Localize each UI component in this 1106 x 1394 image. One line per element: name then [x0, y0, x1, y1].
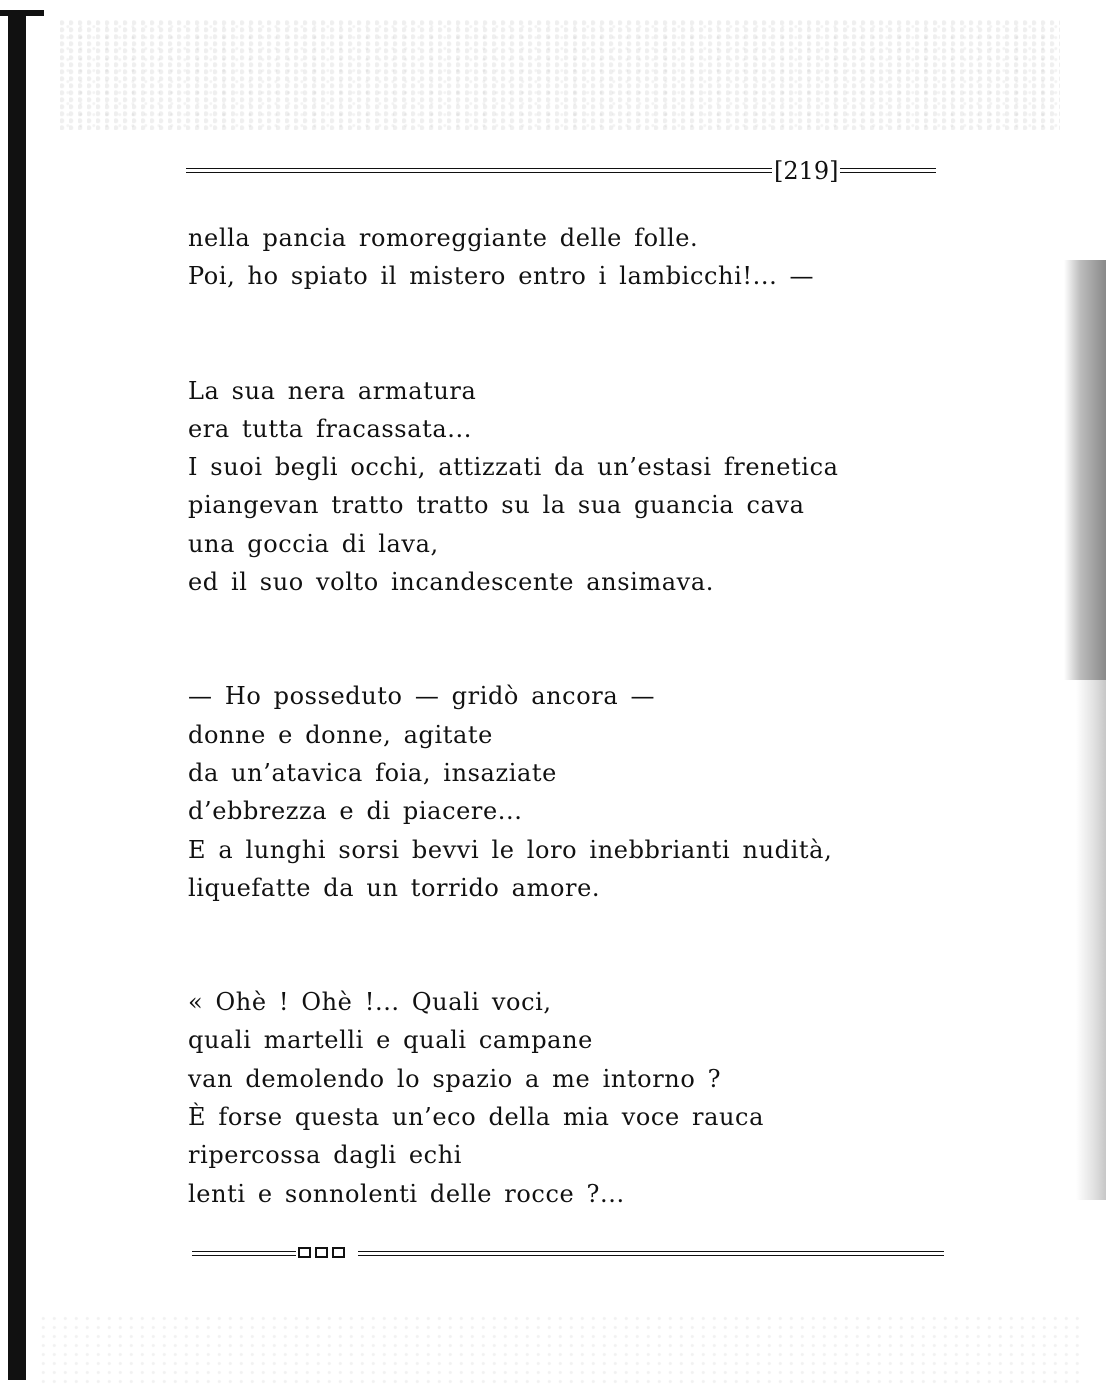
footer-rule-left — [192, 1251, 296, 1256]
paper-speckle-top — [60, 20, 1060, 130]
verse-line: E a lunghi sorsi bevvi le loro inebbrianti nudità, — [188, 835, 833, 864]
page-footer — [192, 1243, 944, 1267]
verse-line: era tutta fracassata... — [188, 414, 472, 443]
page-header — [186, 156, 936, 186]
footer-rule-right — [358, 1251, 944, 1256]
ornament-square-icon — [332, 1247, 345, 1258]
verse-line: da un’atavica foia, insaziate — [188, 758, 557, 787]
binding-edge — [8, 10, 26, 1380]
verse-line: lenti e sonnolenti delle rocce ?... — [188, 1179, 625, 1208]
stanza-1 — [188, 219, 888, 296]
poem-text — [188, 219, 888, 1213]
verse-line: piangevan tratto tratto su la sua guancia cava — [188, 491, 805, 520]
page-number: [219] — [774, 157, 839, 185]
verse-line: È forse questa un’eco della mia voce rauca — [188, 1103, 764, 1132]
verse-line: ed il suo volto incandescente ansimava. — [188, 568, 714, 597]
ornament-square-icon — [315, 1247, 328, 1258]
verse-line: donne e donne, agitate — [188, 720, 493, 749]
verse-line: liquefatte da un torrido amore. — [188, 873, 601, 902]
stanza-3 — [188, 677, 888, 907]
verse-line: d’ebbrezza e di piacere... — [188, 797, 523, 826]
stanza-break — [188, 296, 888, 372]
verse-line: nella pancia romoreggiante delle folle. — [188, 224, 699, 252]
stanza-4 — [188, 983, 888, 1213]
square-ornament — [298, 1247, 345, 1258]
verse-line: una goccia di lava, — [188, 529, 439, 558]
ornament-square-icon — [298, 1247, 311, 1258]
stanza-break — [188, 907, 888, 983]
verse-line: quali martelli e quali campane — [188, 1026, 593, 1055]
verse-line: — Ho posseduto — gridò ancora — — [188, 682, 656, 711]
page-edge-shadow-lower — [1076, 680, 1106, 1200]
header-rule-left — [186, 168, 772, 173]
verse-line: « Ohè ! Ohè !... Quali voci, — [188, 988, 552, 1017]
verse-line: ripercossa dagli echi — [188, 1141, 463, 1170]
verse-line: Poi, ho spiato il mistero entro i lambicchi!... — — [188, 262, 815, 291]
stanza-2 — [188, 372, 888, 602]
verse-line: van demolendo lo spazio a me intorno ? — [188, 1064, 722, 1093]
stanza-break — [188, 601, 888, 677]
verse-line: I suoi begli occhi, attizzati da un’estasi frenetica — [188, 453, 839, 482]
header-rule-right — [840, 168, 936, 173]
paper-speckle-bottom — [40, 1314, 1080, 1384]
page-edge-shadow — [1064, 260, 1106, 680]
verse-line: La sua nera armatura — [188, 376, 477, 405]
